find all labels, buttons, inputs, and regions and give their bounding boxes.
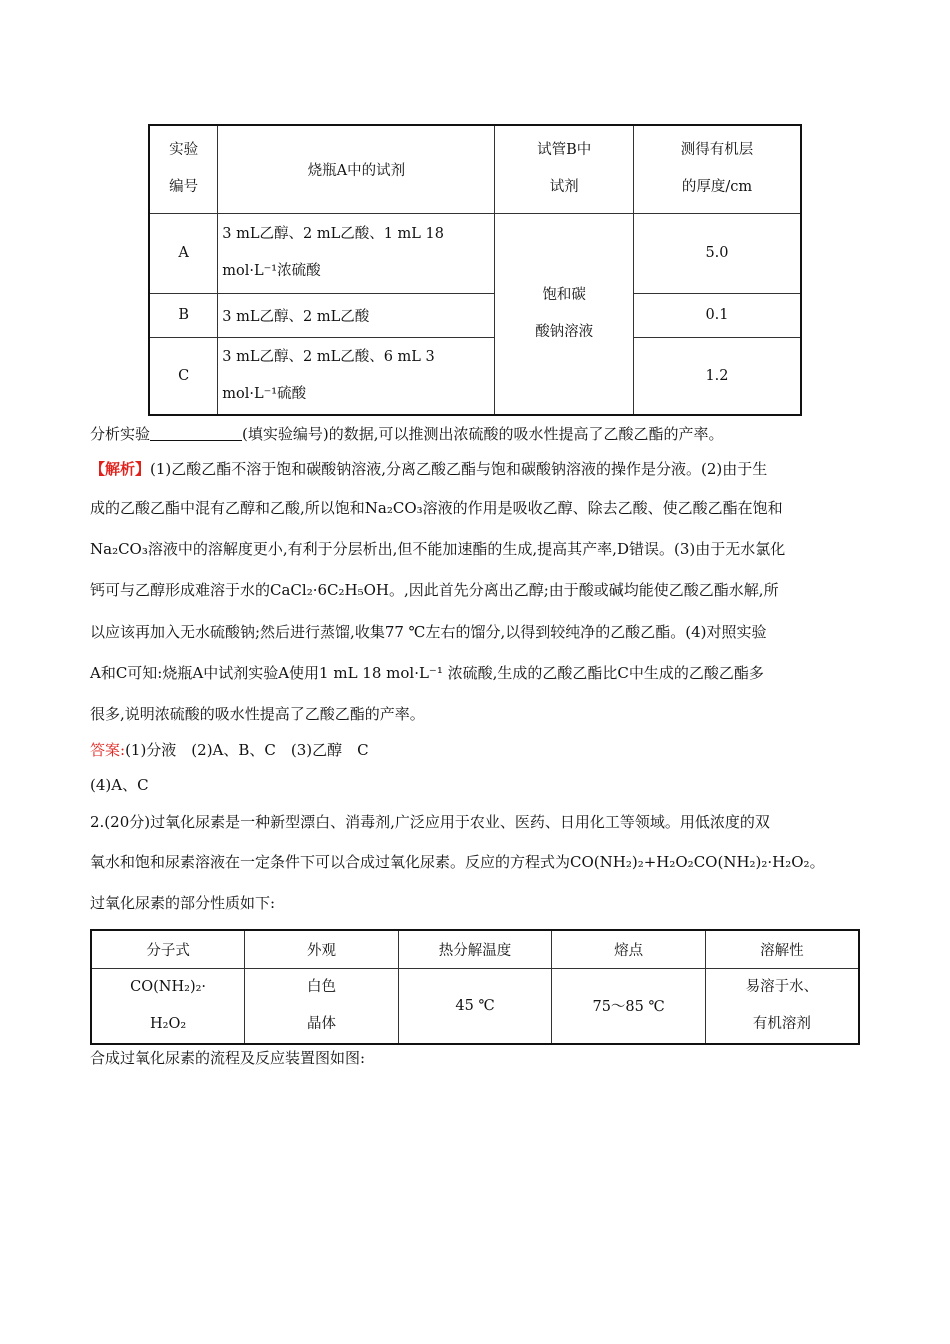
header-line: 的厚度/cm: [681, 179, 753, 196]
tube-b-reagent: [495, 213, 634, 415]
question-prefix: 分析实验: [90, 425, 151, 443]
row-reagent: [218, 213, 495, 293]
question2-line: 2.(20分)过氧化尿素是一种新型漂白、消毒剂,广泛应用于农业、医药、日用化工等领域。用低浓度的双: [90, 813, 770, 831]
header-line: 编号: [169, 179, 199, 196]
table-row: [149, 213, 801, 293]
header-experiment-id: [149, 125, 218, 213]
appearance-line: 晶体: [307, 1015, 336, 1032]
decomposition-cell: 45 ℃: [398, 968, 552, 1044]
answer-blank: [150, 426, 242, 441]
question2-line: 过氧化尿素的部分性质如下:: [90, 894, 276, 912]
row-thickness: 1.2: [633, 337, 801, 415]
row-thickness: 5.0: [633, 213, 801, 293]
analysis-line: A和C可知:烧瓶A中试剂实验A使用1 mL 18 mol·L⁻¹ 浓硫酸,生成的乙酸乙酯比C中生成的乙酸乙酯多: [90, 664, 764, 682]
header-line: 试剂: [549, 179, 579, 196]
header-thickness: [633, 125, 801, 213]
appearance-line: 白色: [307, 978, 336, 995]
reagent-line: 3 mL乙醇、2 mL乙酸、6 mL 3: [222, 348, 435, 365]
analysis-line: 很多,说明浓硫酸的吸水性提高了乙酸乙酯的产率。: [90, 705, 425, 723]
analysis-line: 钙可与乙醇形成难溶于水的CaCl₂·6C₂H₅OH。,因此首先分离出乙醇;由于酸或碱均能使乙酸乙酯水解,所: [90, 581, 779, 599]
formula-line: H₂O₂: [150, 1015, 187, 1032]
row-id: B: [149, 293, 218, 337]
header-melting-point: 熔点: [552, 930, 706, 968]
properties-table: [90, 929, 860, 1045]
reagent-line: 饱和碳: [542, 286, 586, 303]
question2-line: 氧水和饱和尿素溶液在一定条件下可以合成过氧化尿素。反应的方程式为CO(NH₂)₂+H₂O₂CO(NH₂)₂·H₂O₂。: [90, 853, 825, 871]
table-row: [149, 293, 801, 337]
closing-line: 合成过氧化尿素的流程及反应装置图如图:: [90, 1049, 366, 1067]
table-row: [91, 968, 859, 1044]
experiment-table: [148, 124, 802, 416]
header-appearance: 外观: [245, 930, 399, 968]
solubility-cell: [705, 968, 859, 1044]
reagent-line: 酸钠溶液: [535, 323, 594, 340]
solubility-line: 有机溶剂: [752, 1015, 811, 1032]
analysis-line: 成的乙酸乙酯中混有乙醇和乙酸,所以饱和Na₂CO₃溶液的作用是吸收乙醇、除去乙酸、使乙酸乙酯在饱和: [90, 499, 783, 517]
reagent-line: mol·L⁻¹浓硫酸: [222, 263, 321, 279]
question-suffix: (填实验编号)的数据,可以推测出浓硫酸的吸水性提高了乙酸乙酯的产率。: [242, 425, 724, 443]
formula-line: CO(NH₂)₂·: [130, 978, 207, 995]
header-formula: 分子式: [91, 930, 245, 968]
answer-tag: 答案:: [90, 741, 126, 759]
analysis-line: [90, 459, 767, 479]
row-thickness: 0.1: [633, 293, 801, 337]
row-reagent: 3 mL乙醇、2 mL乙酸: [218, 293, 495, 337]
header-decomposition: 热分解温度: [398, 930, 552, 968]
header-flask-a: 烧瓶A中的试剂: [218, 125, 495, 213]
row-reagent: [218, 337, 495, 415]
analysis-line: Na₂CO₃溶液中的溶解度更小,有利于分层析出,但不能加速酯的生成,提高其产率,D错误。(3)由于无水氯化: [90, 540, 786, 558]
answer-line: (4)A、C: [90, 776, 149, 794]
analysis-line: 以应该再加入无水硫酸钠;然后进行蒸馏,收集77 ℃左右的馏分,以得到较纯净的乙酸乙酯。(4)对照实验: [90, 623, 767, 641]
row-id: A: [149, 213, 218, 293]
analysis-text: (1)乙酸乙酯不溶于饱和碳酸钠溶液,分离乙酸乙酯与饱和碳酸钠溶液的操作是分液。(2)由于生: [150, 460, 768, 478]
header-line: 试管B中: [537, 142, 592, 159]
row-id: C: [149, 337, 218, 415]
formula-cell: [91, 968, 245, 1044]
header-tube-b: [495, 125, 634, 213]
answer-line: [90, 740, 369, 760]
solubility-line: 易溶于水、: [745, 978, 819, 995]
table-row: [149, 337, 801, 415]
question-line: [90, 424, 724, 444]
reagent-line: mol·L⁻¹硫酸: [222, 385, 307, 402]
header-line: 测得有机层: [680, 142, 754, 159]
melting-point-cell: 75～85 ℃: [552, 968, 706, 1044]
answer-text: (1)分液 (2)A、B、C (3)乙醇 C: [125, 741, 369, 759]
appearance-cell: [245, 968, 399, 1044]
header-solubility: 溶解性: [705, 930, 859, 968]
header-line: 实验: [169, 142, 199, 159]
reagent-line: 3 mL乙醇、2 mL乙酸、1 mL 18: [222, 226, 444, 242]
analysis-tag: 【解析】: [90, 460, 151, 478]
